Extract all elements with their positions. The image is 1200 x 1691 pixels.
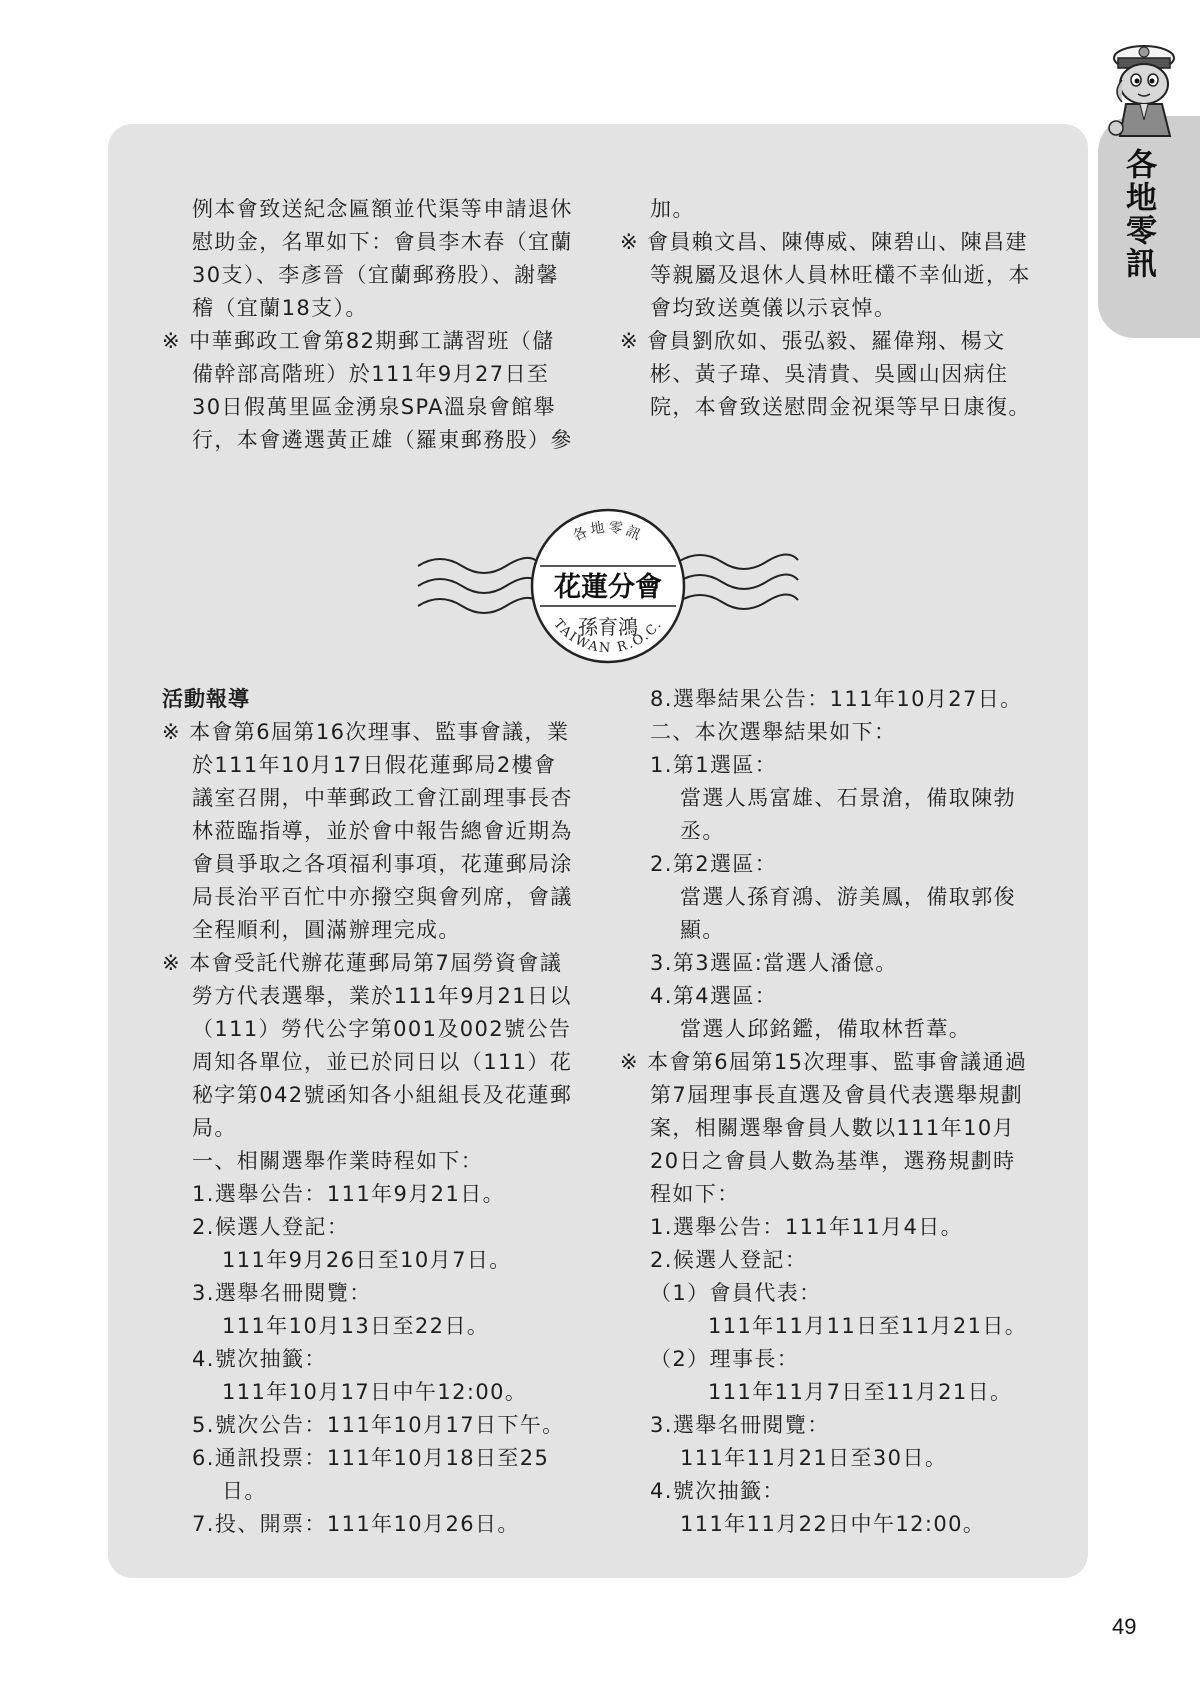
stamp-arc-top: 各地零訊 — [570, 519, 646, 545]
text-line: 院，本會致送慰問金祝渠等早日康復。 — [650, 395, 1031, 419]
text-line: 慰助金，名單如下：會員李木春（宜蘭 — [192, 230, 573, 254]
text-line: 全程順利，圓滿辦理完成。 — [192, 918, 461, 942]
top-left-column — [162, 193, 582, 457]
text-line: 例本會致送紀念匾額並代渠等申請退休 — [192, 197, 573, 221]
stamp-arc-bottom: TAIWAN R.O.C. — [550, 616, 666, 657]
text-line: 彬、黃子瑋、吳清貴、吳國山因病住 — [650, 362, 1009, 386]
page-number: 49 — [1112, 1614, 1137, 1639]
text-line: 一、相關選舉作業時程如下： — [192, 1149, 484, 1173]
text-line: ※ 本會受託代辦花蓮郵局第7屆勞資會議 — [162, 951, 563, 975]
wavy-lines-left-icon — [418, 558, 538, 613]
text-line: （2）理事長： — [650, 1347, 800, 1371]
text-line: 案，相關選舉會員人數以111年10月 — [650, 1116, 1016, 1140]
text-line: 1.選舉公告：111年11月4日。 — [650, 1215, 964, 1239]
text-line: 議室召開，中華郵政工會江副理事長杏 — [192, 786, 573, 810]
text-line: 林蒞臨指導，並於會中報告總會近期為 — [192, 819, 573, 843]
text-line: ※ 會員賴文昌、陳傳威、陳碧山、陳昌建 — [620, 230, 1028, 254]
text-line: 二、本次選舉結果如下： — [650, 720, 897, 744]
text-line: 稽（宜蘭18支）。 — [192, 296, 368, 320]
stamp-author-name: 孫育鴻 — [578, 615, 638, 639]
text-line: 程如下： — [650, 1182, 740, 1206]
text-line: 加。 — [650, 197, 695, 221]
text-line: 1.選舉公告：111年9月21日。 — [192, 1182, 506, 1206]
text-line: 備幹部高階班）於111年9月27日至 — [192, 362, 550, 386]
postman-mascot-icon — [1100, 40, 1192, 140]
text-line: 2.第2選區： — [650, 852, 778, 876]
text-line: 111年11月11日至11月21日。 — [708, 1314, 1028, 1338]
text-line: 111年11月22日中午12:00。 — [680, 1512, 986, 1536]
text-line: 2.候選人登記： — [192, 1215, 350, 1239]
text-line: 4.號次抽籤： — [650, 1479, 785, 1503]
text-line: 等親屬及退休人員林旺欉不幸仙逝，本 — [650, 263, 1031, 287]
text-line: 3.選舉名冊閱覽： — [650, 1413, 830, 1437]
text-line: 日。 — [222, 1479, 267, 1503]
text-line: 2.候選人登記： — [650, 1248, 808, 1272]
text-line: 4.號次抽籤： — [192, 1347, 327, 1371]
text-line: 局。 — [192, 1116, 237, 1140]
section-heading: 活動報導 — [162, 687, 250, 711]
text-line: 1.第1選區： — [650, 753, 778, 777]
text-line: 顯。 — [680, 918, 725, 942]
text-line: 4.第4選區： — [650, 984, 778, 1008]
text-line: 5.號次公告：111年10月17日下午。 — [192, 1413, 565, 1437]
text-line: 111年11月7日至11月21日。 — [708, 1380, 1013, 1404]
text-line: 第7屆理事長直選及會員代表選舉規劃 — [650, 1083, 1024, 1107]
text-line: 3.選舉名冊閱覽： — [192, 1281, 372, 1305]
text-line: 丞。 — [680, 819, 725, 843]
text-line: 當選人孫育鴻、游美鳳，備取郭俊 — [680, 885, 1016, 909]
text-line: 111年10月17日中午12:00。 — [222, 1380, 528, 1404]
bottom-left-column — [162, 683, 582, 1541]
top-right-column — [620, 193, 1040, 424]
text-line: ※ 本會第6屆第16次理事、監事會議，業 — [162, 720, 570, 744]
text-line: 秘字第042號函知各小組組長及花蓮郵 — [192, 1083, 573, 1107]
text-line: 111年10月13日至22日。 — [222, 1314, 490, 1338]
text-line: 當選人馬富雄、石景滄，備取陳勃 — [680, 786, 1016, 810]
text-line: 6.通訊投票：111年10月18日至25 — [192, 1446, 550, 1470]
text-line: 會員爭取之各項福利事項，花蓮郵局涂 — [192, 852, 573, 876]
text-line: ※ 會員劉欣如、張弘毅、羅偉翔、楊文 — [620, 329, 1006, 353]
section-tab-label: 各地零訊 — [1120, 148, 1156, 280]
text-line: 當選人邱銘鑑，備取林哲葦。 — [680, 1017, 972, 1041]
text-line: 3.第3選區:當選人潘億。 — [650, 951, 898, 975]
stamp-branch-name: 花蓮分會 — [554, 572, 662, 603]
text-line: 周知各單位，並已於同日以（111）花 — [192, 1050, 573, 1074]
text-line: 111年11月21日至30日。 — [680, 1446, 948, 1470]
text-line: 局長治平百忙中亦撥空與會列席，會議 — [192, 885, 573, 909]
wavy-lines-right-icon — [678, 554, 798, 609]
text-line: 7.投、開票：111年10月26日。 — [192, 1512, 520, 1536]
text-line: 會均致送奠儀以示哀悼。 — [650, 296, 897, 320]
text-line: 30日假萬里區金湧泉SPA溫泉會館舉 — [192, 395, 556, 419]
text-line: 30支）、李彥晉（宜蘭郵務股）、謝馨 — [192, 263, 559, 287]
bottom-right-column — [620, 683, 1040, 1541]
text-line: 20日之會員人數為基準，選務規劃時 — [650, 1149, 1016, 1173]
text-line: ※ 本會第6屆第15次理事、監事會議通過 — [620, 1050, 1028, 1074]
text-line: 行，本會遴選黃正雄（羅東郵務股）參 — [192, 428, 573, 452]
text-line: ※ 中華郵政工會第82期郵工講習班（儲 — [162, 329, 555, 353]
text-line: 8.選舉結果公告：111年10月27日。 — [650, 687, 1023, 711]
text-line: （1）會員代表： — [650, 1281, 822, 1305]
postmark-stamp — [410, 502, 800, 672]
text-line: 勞方代表選舉，業於111年9月21日以 — [192, 984, 572, 1008]
text-line: 於111年10月17日假花蓮郵局2樓會 — [192, 753, 557, 777]
text-line: （111）勞代公字第001及002號公告 — [192, 1017, 572, 1041]
text-line: 111年9月26日至10月7日。 — [222, 1248, 512, 1272]
